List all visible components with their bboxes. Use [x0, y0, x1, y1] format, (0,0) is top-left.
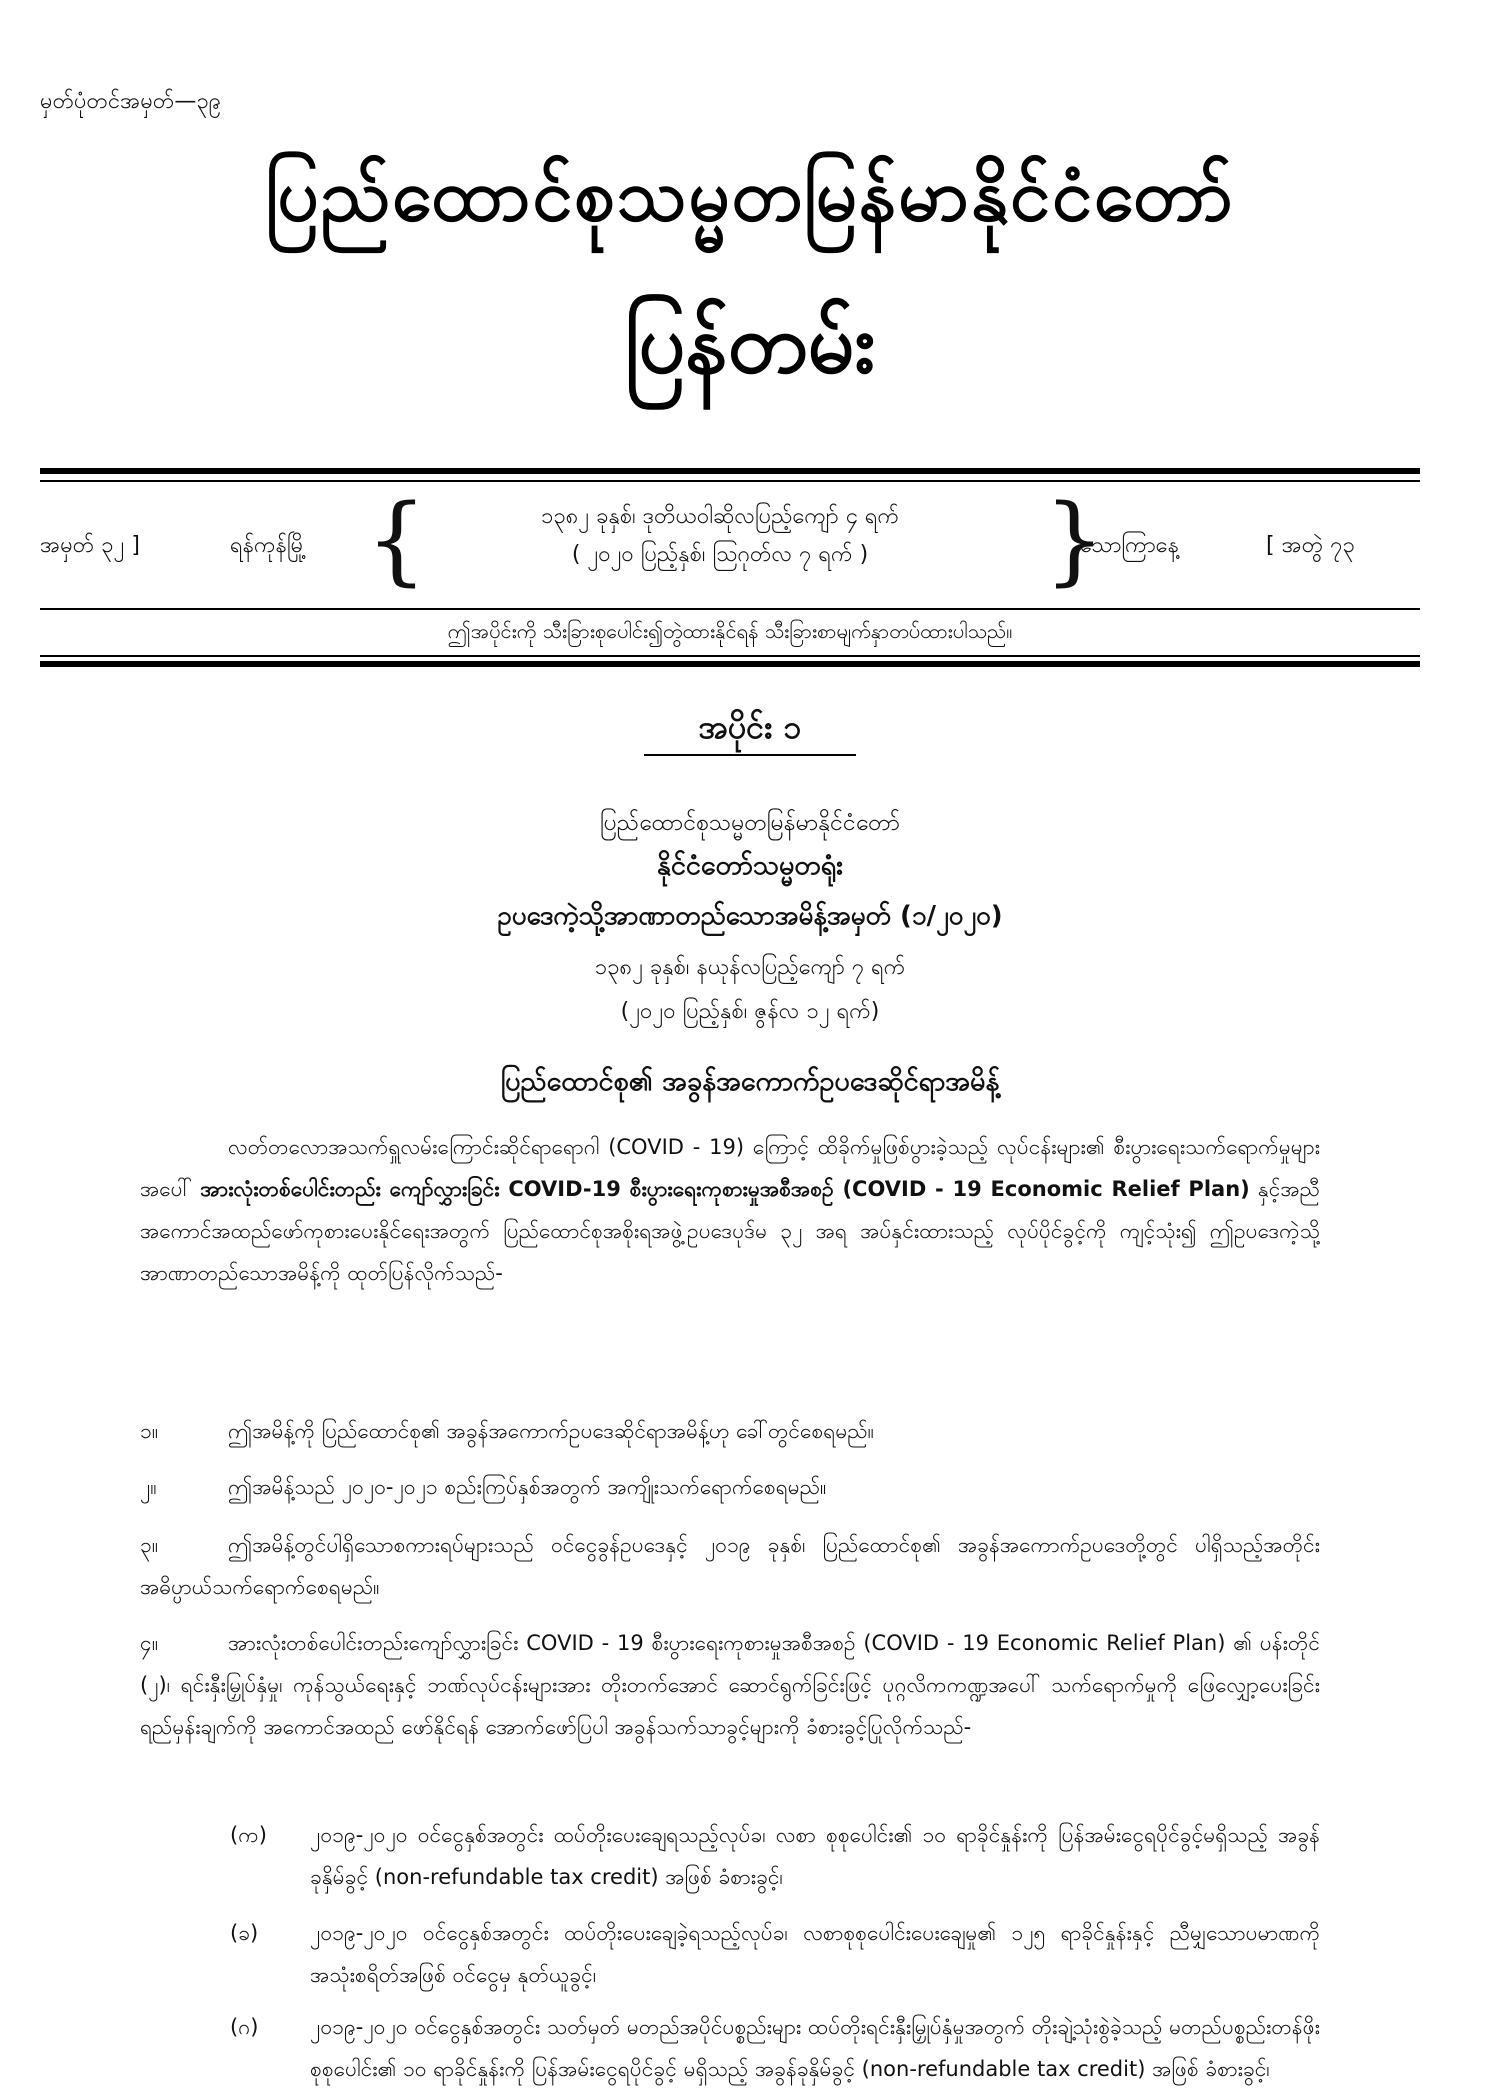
part-heading: အပိုင်း ၁: [698, 708, 802, 746]
clause-3: [140, 1524, 1320, 1608]
left-brace-icon: {: [366, 484, 428, 596]
issue-number: အမှတ် ၃၂ ]: [40, 533, 140, 558]
preamble-relief-plan-name: အားလုံးတစ်ပေါင်းတည်း ကျော်လွှားခြင်း COVID-19 စီးပွားရေးကုစားမှုအစီအစဉ် (COVID - 19 Economic Relief Plan): [200, 1177, 1250, 1201]
preamble-paragraph: [140, 1126, 1320, 1294]
order-title: ပြည်ထောင်စု၏ အခွန်အကောက်ဥပဒေဆိုင်ရာအမိန့်: [500, 1066, 1000, 1097]
gazette-title-state: ပြည်ထောင်စုသမ္မတမြန်မာနိုင်ငံတော်: [265, 153, 1235, 237]
subclause-kha: [230, 1912, 1320, 1996]
issue-dates: [420, 498, 1020, 574]
clause-number: ၄။: [140, 1631, 159, 1655]
registration-number: မှတ်ပုံတင်အမှတ်—၃၉: [40, 89, 222, 114]
issue-city: ရန်ကုန်မြို့: [230, 533, 307, 558]
clause-4: [140, 1622, 1320, 1748]
order-number: ဥပဒေကဲ့သို့အာဏာတည်သောအမိန့်အမှတ် (၁/၂၀၂၀): [497, 901, 1003, 931]
notice-rule-thin-bottom: [40, 655, 1420, 657]
clause-number: ၃။: [140, 1533, 159, 1557]
issue-date-myanmar: ၁၃၈၂ ခုနှစ်၊ ဒုတိယဝါဆိုလပြည့်ကျော် ၄ ရက်: [540, 504, 900, 529]
issuer-office: နိုင်ငံတော်သမ္မတရုံး: [656, 850, 844, 881]
clause-2: [140, 1466, 1320, 1508]
issuer-state: ပြည်ထောင်စုသမ္မတမြန်မာနိုင်ငံတော်: [599, 810, 901, 836]
subclause-text: ၂၀၁၉-၂၀၂၀ ဝင်ငွေနှစ်အတွင်း ထပ်တိုးပေးချေရသည့်လုပ်ခ၊ လစာ စုစုပေါင်း၏ ၁၀ ရာခိုင်နှုန်းကို ပြန်အမ်းငွေရပိုင်ခွင့်မရှိသည့် အခွန်ခုနှိမ်ခွင့် (non-refundable tax credit) အဖြစ် ခံစားခွင့်၊: [310, 1823, 1320, 1889]
notice-rule-thick-bottom: [40, 661, 1420, 667]
subclause-text: ၂၀၁၉-၂၀၂၀ ဝင်ငွေနှစ်အတွင်း ထပ်တိုးပေးချေခဲ့ရသည့်လုပ်ခ၊ လစာစုစုပေါင်းပေးချေမှု၏ ၁၂၅ ရာခိုင်နှုန်းနှင့် ညီမျှသောပမာဏကို အသုံးစရိတ်အဖြစ် ဝင်ငွေမှ နုတ်ယူခွင့်၊: [310, 1921, 1320, 1987]
subclause-text: ၂၀၁၉-၂၀၂၀ ဝင်ငွေနှစ်အတွင်း သတ်မှတ် မတည်အပိုင်ပစ္စည်းများ ထပ်တိုးရင်းနှီးမြှုပ်နှံမှုအတွက် တိုးချဲ့သုံးစွဲခဲ့သည့် မတည်ပစ္စည်းတန်ဖိုးစုစုပေါင်း၏ ၁၀ ရာခိုင်နှုန်းကို ပြန်အမ်းငွေရပိုင်ခွင့် မရှိသည့် အခွန်ခုနှိမ်ခွင့် (non-refundable tax credit) အဖြစ် ခံစားခွင့်၊: [310, 2015, 1320, 2081]
separate-binding-notice: ဤအပိုင်းကို သီးခြားစုပေါင်း၍တွဲထားနိုင်ရန် သီးခြားစာမျက်နှာတပ်ထားပါသည်။: [447, 619, 1013, 643]
issue-weekday: သောကြာနေ့: [1080, 533, 1179, 558]
masthead-rule-thick-top: [40, 468, 1420, 474]
subclause-ka: [230, 1814, 1320, 1898]
order-date-gregorian: (၂၀၂၀ ပြည့်နှစ်၊ ဇွန်လ ၁၂ ရက်): [620, 999, 880, 1024]
issue-volume: [ အတွဲ ၇၃: [1266, 533, 1355, 558]
clause-text: ဤအမိန့်ကို ပြည်ထောင်စု၏ အခွန်အကောက်ဥပဒေဆိုင်ရာအမိန့်ဟု ခေါ်တွင်စေရမည်။: [228, 1419, 874, 1443]
masthead-rule-thin-top: [40, 480, 1420, 482]
preamble-text-2: နှင့်အညီ အကောင်အထည်ဖော်ကုစားပေးနိုင်ရေးအတွက် ပြည်ထောင်စုအစိုးရအဖွဲ့ဥပဒေပုဒ်မ ၃၂ အရ အပ်နှင်းထားသည့် လုပ်ပိုင်ခွင့်ကို ကျင့်သုံး၍ ဤဥပဒေကဲ့သို့အာဏာတည်သောအမိန့်ကို ထုတ်ပြန်လိုက်သည်-: [140, 1177, 1320, 1285]
gazette-title-gazette: ပြန်တမ်း: [624, 297, 876, 392]
clause-text: ဤအမိန့်သည် ၂၀၂၀-၂၀၂၁ စည်းကြပ်နှစ်အတွက် အကျိုးသက်ရောက်စေရမည်။: [228, 1475, 827, 1499]
subclause-ga: [230, 2006, 1320, 2090]
clause-1: [140, 1410, 1320, 1452]
issue-info-bar: [40, 484, 1420, 602]
part-heading-underline: [644, 754, 856, 756]
subclause-mark: (ခ): [230, 1921, 259, 1945]
clause-number: ၂။: [140, 1475, 157, 1499]
clause-text: အားလုံးတစ်ပေါင်းတည်းကျော်လွှားခြင်း COVID - 19 စီးပွားရေးကုစားမှုအစီအစဉ် (COVID - 19 Economic Relief Plan) ၏ ပန်းတိုင် (၂)၊ ရင်းနှီးမြှုပ်နှံမှု၊ ကုန်သွယ်ရေးနှင့် ဘဏ်လုပ်ငန်းများအား တိုးတက်အောင် ဆောင်ရွက်ခြင်းဖြင့် ပုဂ္ဂလိကကဏ္ဍအပေါ် သက်ရောက်မှုကို ဖြေလျှော့ပေးခြင်း ရည်မှန်းချက်ကို အကောင်အထည် ဖော်နိုင်ရန် အောက်ဖော်ပြပါ အခွန်သက်သာခွင့်များကို ခံစားခွင့်ပြုလိုက်သည်-: [140, 1631, 1320, 1739]
order-date-myanmar: ၁၃၈၂ ခုနှစ်၊ နယုန်လပြည့်ကျော် ၇ ရက်: [594, 955, 906, 980]
clause-number: ၁။: [140, 1419, 159, 1443]
issue-date-gregorian: ( ၂၀၂၀ ပြည့်နှစ်၊ ဩဂုတ်လ ၇ ရက် ): [571, 542, 869, 567]
preamble-text-1: လတ်တလောအသက်ရှူလမ်းကြောင်းဆိုင်ရာရောဂါ (COVID - 19) ကြောင့် ထိခိုက်မှုဖြစ်ပွားခဲ့သည့် လုပ်ငန်းများ၏ စီးပွားရေးသက်ရောက်မှုများအပေါ်: [140, 1135, 1320, 1201]
clause-text: ဤအမိန့်တွင်ပါရှိသောစကားရပ်များသည် ဝင်ငွေခွန်ဥပဒေနှင့် ၂၀၁၉ ခုနှစ်၊ ပြည်ထောင်စု၏ အခွန်အကောက်ဥပဒေတို့တွင် ပါရှိသည့်အတိုင်း အဓိပ္ပာယ်သက်ရောက်စေရမည်။: [140, 1533, 1320, 1599]
right-brace-icon: }: [1044, 484, 1106, 596]
subclause-mark: (က): [230, 1823, 267, 1847]
subclause-mark: (ဂ): [230, 2015, 259, 2039]
notice-rule-top: [40, 608, 1420, 610]
